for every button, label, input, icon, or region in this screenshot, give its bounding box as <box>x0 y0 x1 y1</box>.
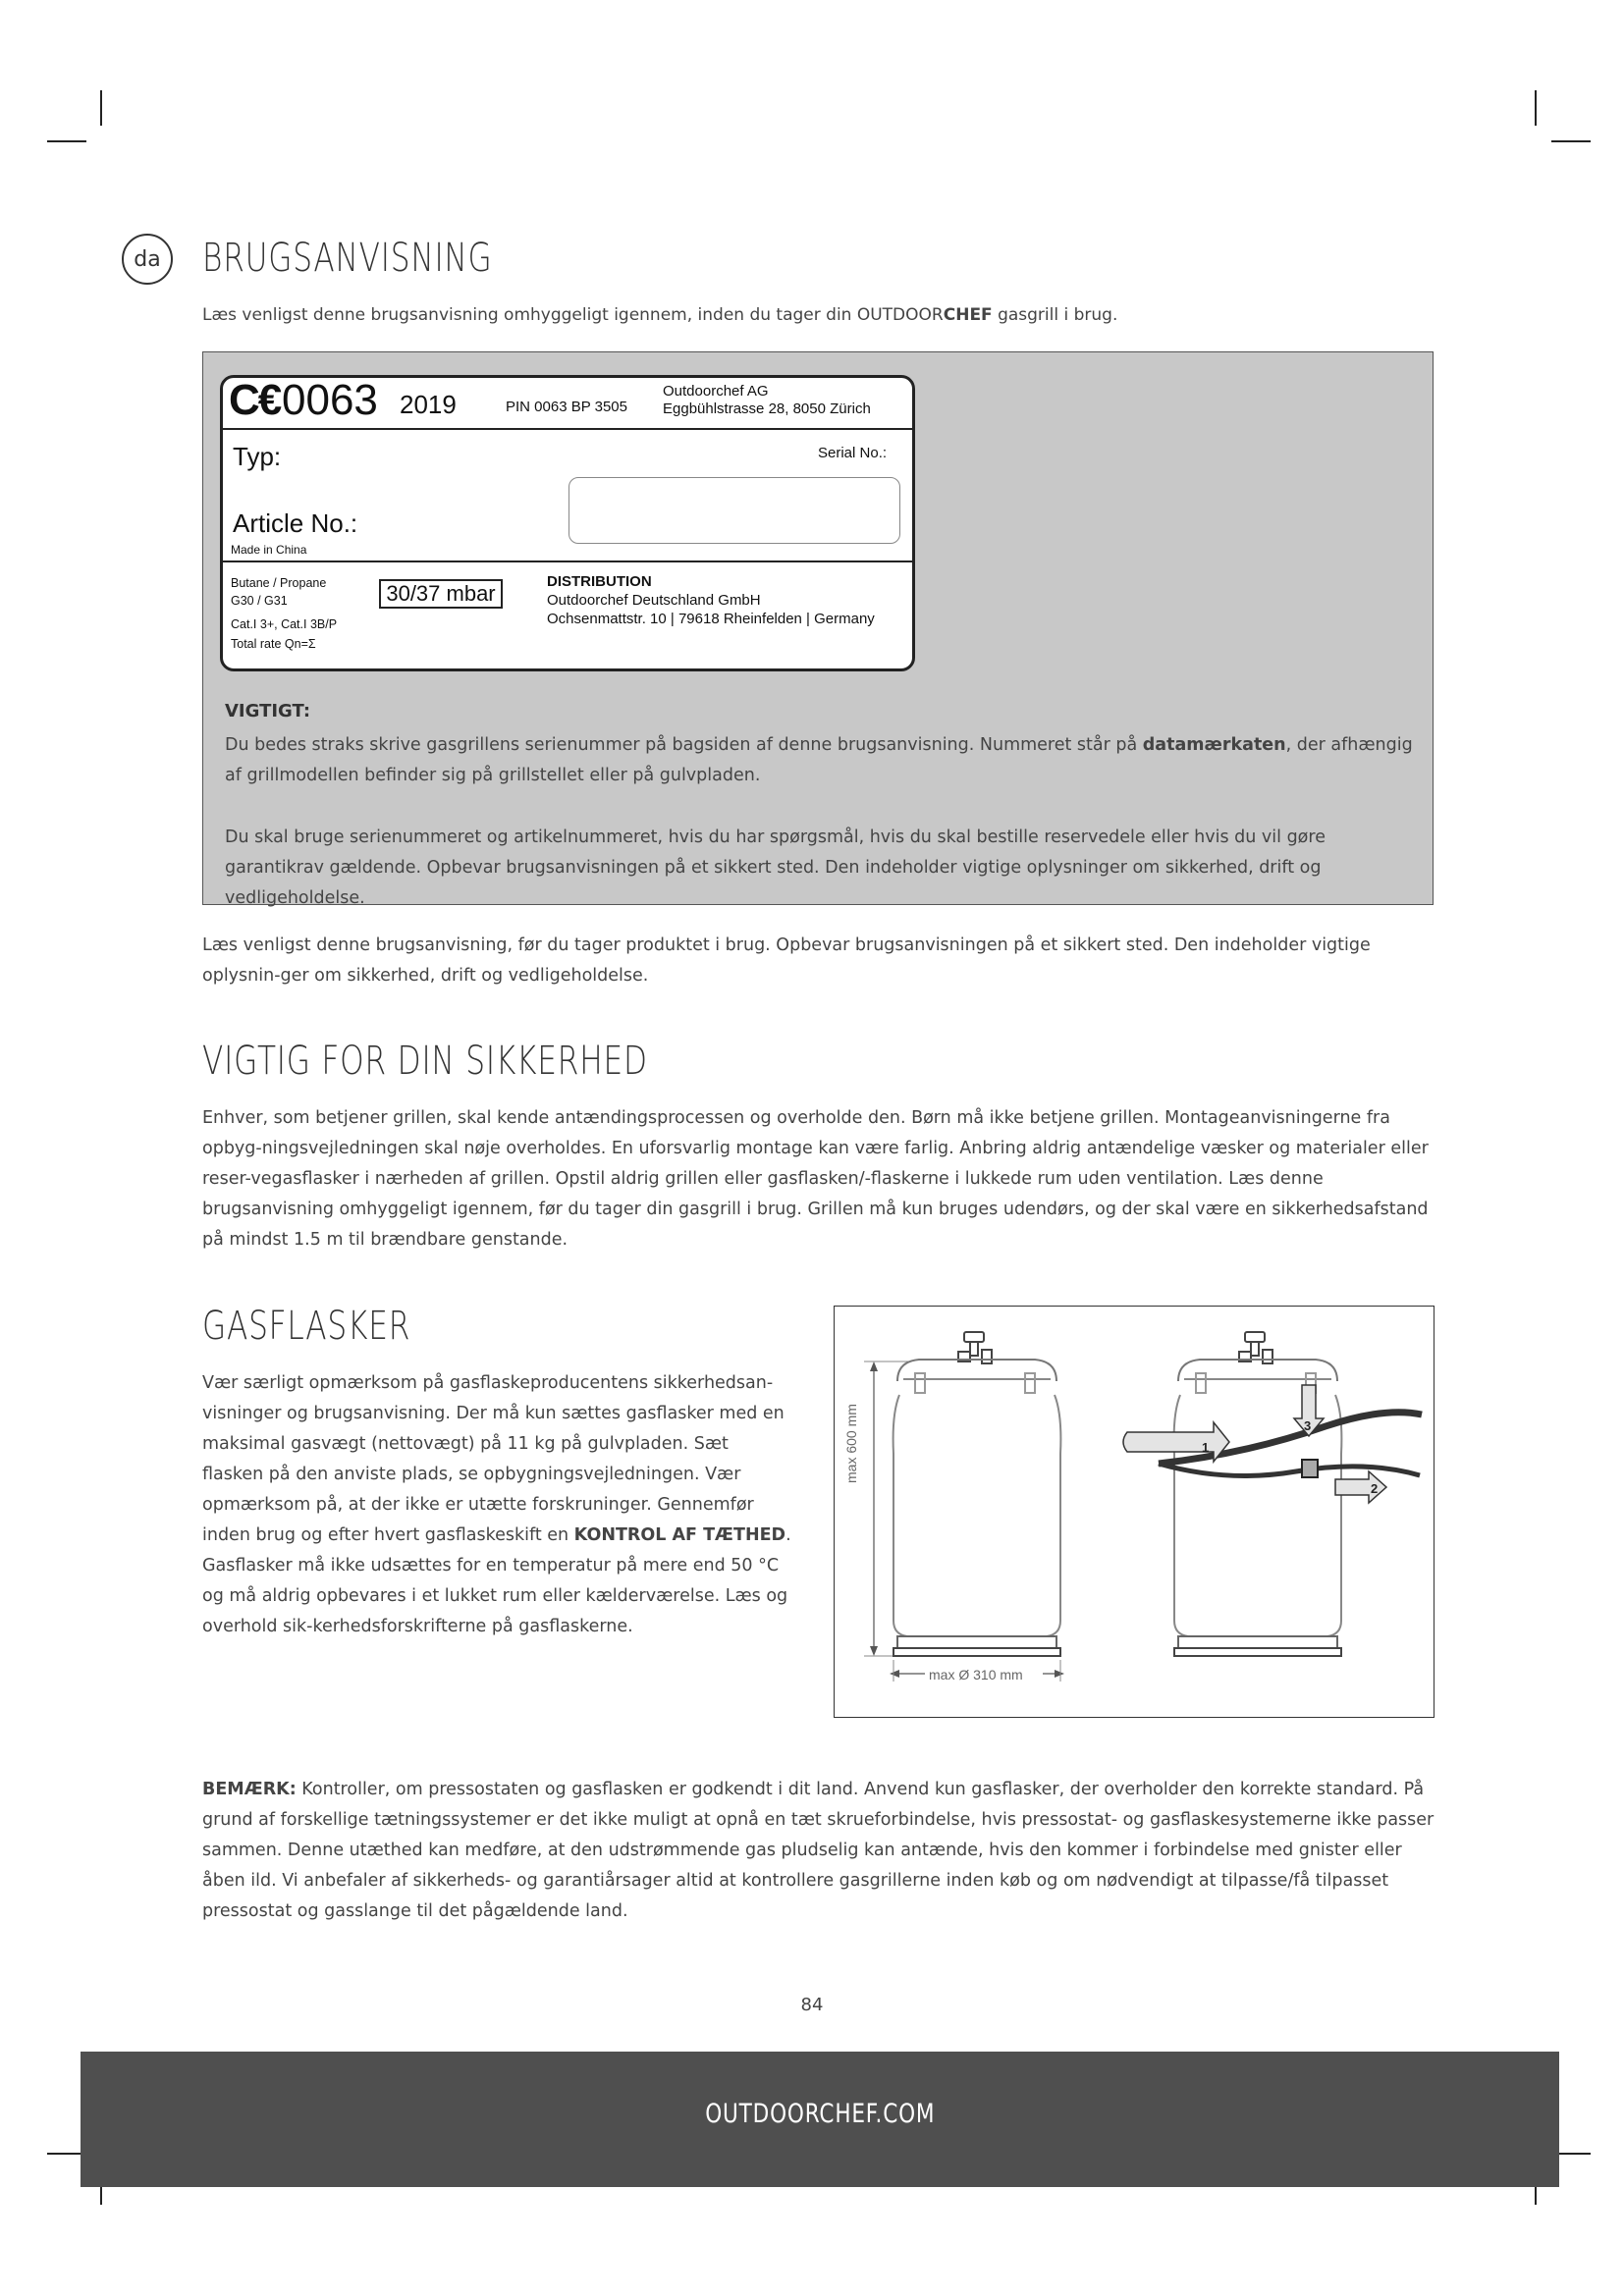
important-text-end: , der afhængig af grillmodellen befinder sig på grillstellet eller på gulvpladen. <box>225 735 1413 785</box>
pin-number: PIN 0063 BP 3505 <box>506 399 627 415</box>
footer-bar <box>81 2052 1559 2187</box>
manufacturer-name: Outdoorchef AG <box>663 383 769 400</box>
total-rate: Total rate Qn=Σ <box>231 637 316 651</box>
intro-brand: CHEF <box>943 305 993 325</box>
typ-label: Typ: <box>233 442 282 471</box>
important-text: Du bedes straks skrive gasgrillens serienummer på bagsiden af denne brugsanvisning. Nummeret står på <box>225 735 1143 755</box>
left-bottle <box>893 1332 1061 1656</box>
crop-mark <box>1551 140 1591 142</box>
intro-prefix: Læs venligst denne brugsanvisning omhyggeligt igennem, inden du tager din OUTDOOR <box>202 305 944 325</box>
gas-bottle-figure <box>834 1306 1435 1718</box>
made-in-label: Made in China <box>231 543 307 557</box>
note-label: BEMÆRK: <box>202 1780 297 1799</box>
serial-label: Serial No.: <box>818 445 888 461</box>
important-paragraph-2: Du skal bruge serienummeret og artikelnummeret, hvis du har spørgsmål, hvis du skal bestille reservedele eller hvis du vil gøre garantikrav gældende. Opbevar brugsanvisningen på et sikkert sted. Den indeholder vigtige oplysninger om sikkerhed, drift og vedligeholdelse. <box>225 828 1326 908</box>
step-1-label: 1 <box>1202 1440 1210 1455</box>
serial-number-box <box>568 477 900 544</box>
crop-mark <box>1535 90 1537 126</box>
note-text <box>202 1775 1441 1927</box>
crop-mark <box>100 90 102 126</box>
intro-suffix: gasgrill i brug. <box>992 305 1118 325</box>
note-body: Kontroller, om pressostaten og gasflasken er godkendt i dit land. Anvend kun gasflasker, der overholder den korrekte standard. På grund af forskellige tætningssystemer er det ikke muligt at opnå en tæt skrueforbindelse, hvis pressostat- og gasflaskesystemerne ikke passer sammen. Denne utæthed kan medføre, at den udstrømmende gas pludselig kan antænde, hvis den kommer i forbindelse med gnister eller åben ild. Vi anbefaler af sikkerheds- og garantiårsager altid at kontrollere gasgrillerne inden køb og om nødvendigt at tilpasse/få tilpasset pressostat og gasslange til det pågældende land. <box>202 1780 1435 1921</box>
ce-number: 0063 <box>282 376 378 424</box>
footer-website-text: OUTDOORCHEF.COM <box>704 2099 936 2129</box>
intro-text <box>202 300 1439 331</box>
gas-bottles-text <box>202 1368 791 1642</box>
important-heading: VIGTIGT: <box>225 701 311 721</box>
pressure-box: 30/37 mbar <box>379 579 503 609</box>
crop-mark <box>47 140 86 142</box>
gas-codes: G30 / G31 <box>231 594 288 608</box>
step-3-label: 3 <box>1304 1418 1312 1433</box>
diameter-label: max Ø 310 mm <box>929 1667 1023 1682</box>
reading-note: Læs venligst denne brugsanvisning, før du tager produktet i brug. Opbevar brugsanvisningen på et sikkert sted. Den indeholder vigtige oplysnin-ger om sikkerhed, drift og vedligeholdelse. <box>202 935 1371 986</box>
height-label: max 600 mm <box>843 1404 859 1483</box>
gas-bottles-text-start: Vær særligt opmærksom på gasflaskeproducentens sikkerhedsan-visninger og brugsanvisning. Der må kun sættes gasflasker med en maksimal gasvægt (nettovægt) på 11 kg på gulvpladen. Sæt flasken på den anviste plads, se opbygningsvejledningen. Vær opmærksom på, at der ikke er utætte forskruninger. Gennemfør inden brug og efter hvert gasflaskeskift en <box>202 1373 785 1545</box>
gas-bottle-illustration <box>835 1307 1435 1719</box>
gas-bottles-title: GASFLASKER <box>202 1304 411 1349</box>
label-divider <box>223 561 912 562</box>
label-divider <box>223 428 912 430</box>
manufacturer-address: Eggbühlstrasse 28, 8050 Zürich <box>663 400 871 417</box>
distribution-address: Ochsenmattstr. 10 | 79618 Rheinfelden | Germany <box>547 611 875 627</box>
page-number: 84 <box>800 1995 824 2015</box>
article-label: Article No.: <box>233 508 358 538</box>
ce-mark: C€ <box>229 376 281 424</box>
right-bottle <box>1174 1332 1342 1656</box>
distribution-title: DISTRIBUTION <box>547 573 652 590</box>
label-year: 2019 <box>400 390 457 419</box>
distribution-company: Outdoorchef Deutschland GmbH <box>547 592 761 609</box>
gas-bottles-text-end: . Gasflasker må ikke udsættes for en temperatur på mere end 50 °C og må aldrig opbevares i et lukket rum eller kælderværelse. Læs og overhold sik-kerhedsforskrifterne på gasflaskerne. <box>202 1525 791 1636</box>
step-2-label: 2 <box>1371 1481 1379 1496</box>
safety-text: Enhver, som betjener grillen, skal kende antændingsprocessen og overholde den. Børn må ikke betjene grillen. Montageanvisningerne fra opbyg-ningsvejledningen skal nøje overholdes. En uforsvarlig montage kan være farlig. Anbring aldrig antændelige væsker og materialer eller reser-vegasflasker i nærheden af grillen. Opstil aldrig grillen eller gasflasken/-flaskerne i lukkede rum uden ventilation. Læs denne brugsanvisning omhyggeligt igennem, før du tager din gasgrill i brug. Grillen må kun bruges udendørs, og der skal være en sikkerhedsafstand på mindst 1.5 m til brændbare genstande. <box>202 1108 1429 1250</box>
rating-label <box>220 375 915 671</box>
leak-test-keyword: KONTROL AF TÆTHED <box>573 1525 786 1545</box>
gas-category: Cat.I 3+, Cat.I 3B/P <box>231 617 338 631</box>
safety-title: VIGTIG FOR DIN SIKKERHED <box>202 1039 648 1084</box>
important-keyword: datamærkaten <box>1142 735 1286 755</box>
page-title: BRUGSANVISNING <box>202 236 493 281</box>
important-paragraph-1 <box>225 730 1417 791</box>
gas-type: Butane / Propane <box>231 576 327 590</box>
footer-website <box>81 2099 1559 2129</box>
language-badge: da <box>122 234 173 285</box>
